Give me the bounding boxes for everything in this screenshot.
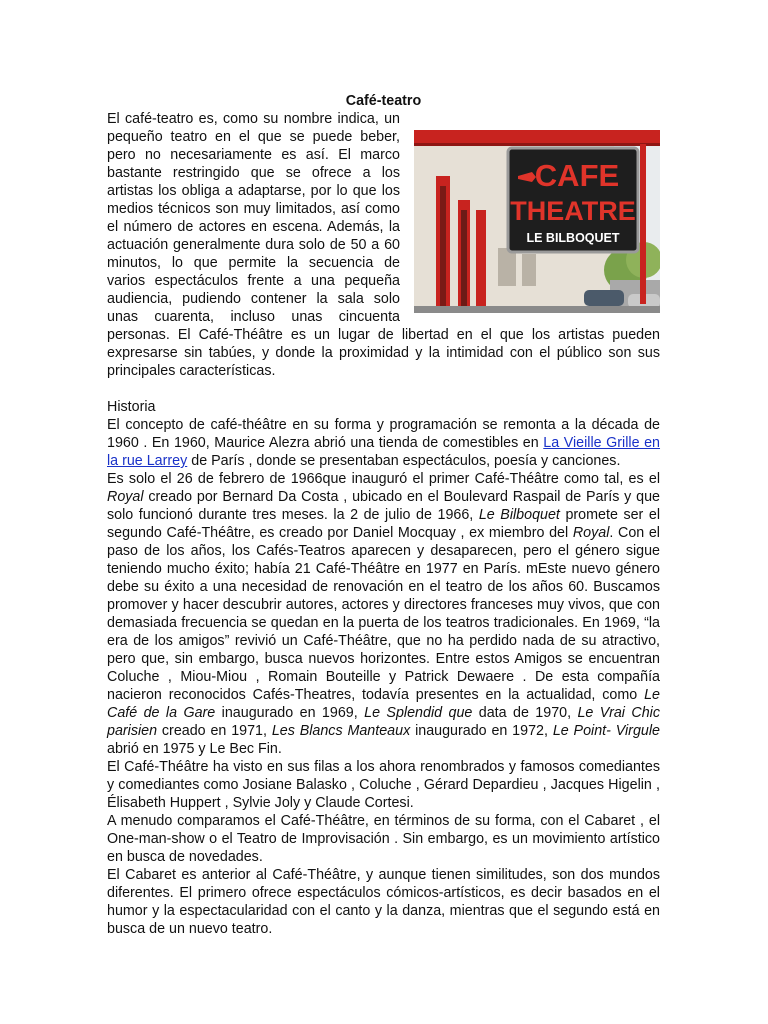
text-run: Es solo el 26 de febrero de 1966que inauguró el primer Café-Théâtre como tal, es el <box>107 471 660 487</box>
italic-title: Royal <box>107 489 144 505</box>
storefront-illustration <box>414 130 660 313</box>
history-heading: Historia <box>107 399 156 415</box>
text-run: . Con el paso de los años, los Cafés-Teatros aparecen y desaparecen, pero el género sigue teniendo mucho éxito; había 21 Café-Théâtre en 1977 en París. mEste nuevo género debe su éxito a una necesidad de renovación en el teatro de los años 60. Buscamos promover y hacer descubrir autores, actores y directores franceses muy vivos, que con demasiada frecuencia se quedan en la puerta de los teatros tradicionales. En 1969, “la era de los amigos” revivió un Café-Théâtre, que no ha perdido nada de su atractivo, pero que, sin embargo, busca nuevos horizontes. Entre estos Amigos se encuentran Coluche , Miou-Miou , Romain Bouteille y Patrick Dewaere . De esta compañía nacieron reconocidos Cafés-Theatres, todavía presentes en la actualidad, como <box>107 525 660 703</box>
italic-title: Le Café de la Gare <box>107 687 660 721</box>
text-run: creado en 1971, <box>157 723 272 739</box>
history-paragraph-2 <box>107 470 660 758</box>
italic-title: Royal <box>572 525 610 541</box>
text-run: creado por Bernard Da Costa , ubicado en el Boulevard Raspail de París y que solo funcionó durante tres meses. la 2 de julio de 1966, <box>107 489 660 523</box>
intro-paragraph: El café-teatro es, como su nombre indica, un pequeño teatro en el que se puede beber, pero no necesariamente es así. El marco bastante restringido que se ofrece a los artistas los obliga a adaptarse, por lo que los medios técnicos son muy limitados, así como el número de actores en escena. Además, la actuación generalmente dura solo de 50 a 60 minutos, lo que permite la secuencia de varios espectáculos frente a una pequeña audiencia, pudiendo contener la sala solo unas cuarenta, incluso unas cincuenta personas. El Café-Théâtre es un lugar de libertad en el que los artistas pueden expresarse sin tabúes, y donde la proximidad y la intimidad con el público son sus principales características. <box>107 111 660 379</box>
history-paragraph-3: El Café-Théâtre ha visto en sus filas a los ahora renombrados y famosos comediantes y comediantes como Josiane Balasko , Coluche , Gérard Depardieu , Jacques Higelin , Élisabeth Huppert , Sylvie Joly y Claude Cortesi. <box>107 759 660 811</box>
la-vieille-grille-link[interactable]: La Vieille Grille en la rue Larrey <box>107 435 661 469</box>
sign-text-theatre: THEATRE <box>510 196 636 226</box>
history-paragraph-4: A menudo comparamos el Café-Théâtre, en términos de su forma, con el Cabaret , el One-man-show o el Teatro de Improvisación . Sin embargo, es un movimiento artístico en busca de novedades. <box>107 813 660 865</box>
text-run: data de 1970, <box>472 705 578 721</box>
text-run: inaugurado en 1969, <box>215 705 365 721</box>
text-run: abrió en 1975 y Le Bec Fin. <box>107 741 282 757</box>
sign-text-bilboquet: LE BILBOQUET <box>526 231 620 245</box>
italic-title: Le Vrai Chic parisien <box>107 705 660 739</box>
italic-title: Le Splendid que <box>364 705 473 721</box>
text-run: de París , donde se presentaban espectáculos, poesía y canciones. <box>187 453 621 469</box>
text-run: inaugurado en 1972, <box>410 723 553 739</box>
history-paragraph-1 <box>107 416 660 470</box>
text-run: promete ser el segundo Café-Théâtre, es creado por Daniel Mocquay , ex miembro del <box>107 507 660 541</box>
document-body <box>107 92 660 938</box>
italic-title: Le Bilboquet <box>478 507 560 523</box>
text-run: El concepto de café-théâtre en su forma y programación se remonta a la década de 1960 . En 1960, Maurice Alezra abrió una tienda de comestibles en <box>107 417 660 451</box>
sign-text-cafe: CAFE <box>534 158 620 193</box>
italic-title: Le Point- Virgule <box>552 723 660 739</box>
italic-title: Les Blancs Manteaux <box>271 723 411 739</box>
cafe-theatre-photo <box>414 130 660 313</box>
history-paragraph-5: El Cabaret es anterior al Café-Théâtre, y aunque tienen similitudes, son dos mundos diferentes. El primero ofrece espectáculos cómicos-artísticos, es decir basados en el humor y la espectacularidad con el canto y la danza, mientras que el segundo está en busca de un nuevo teatro. <box>107 867 660 937</box>
document-title: Café-teatro <box>345 93 422 109</box>
